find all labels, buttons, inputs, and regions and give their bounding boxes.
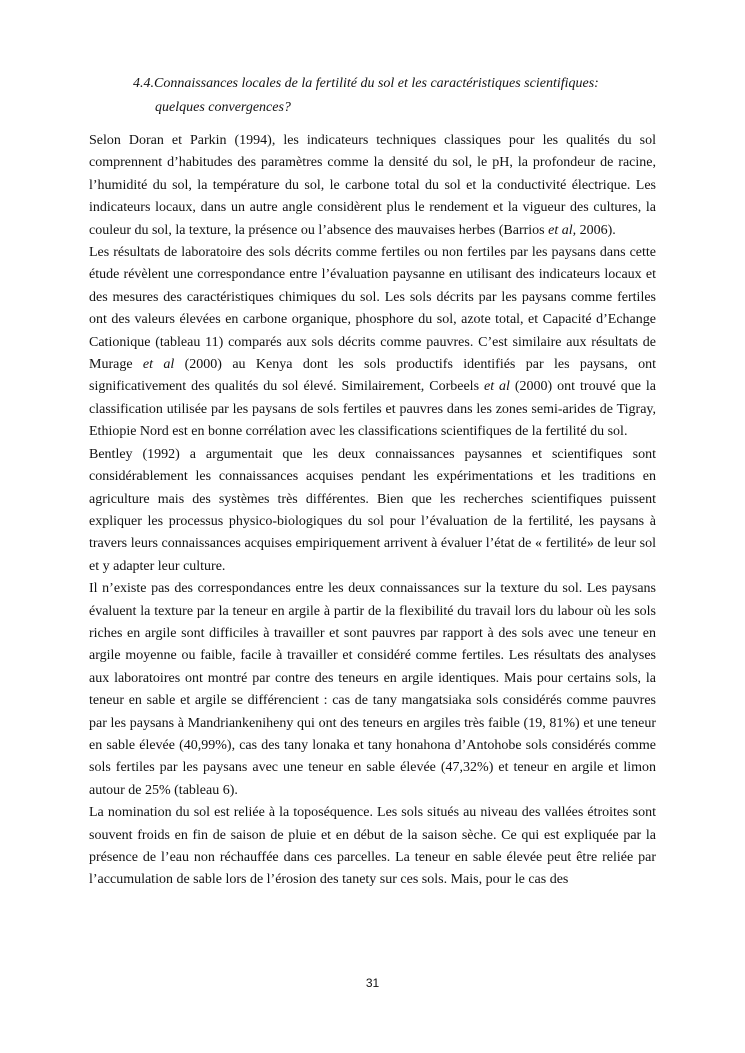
section-heading [133,72,673,120]
paragraph-1-text-b: 2006). [576,222,616,238]
body-text [89,130,656,892]
paragraph-2-text-c: (2000) ont trouvé que la classification utilisée par les paysans de sols fertiles et pauvres dans les zones semi-arides de Tigray, Ethiopie Nord est en bonne corrélation avec les classifications scientifiques de la fertilité du sol. [89,379,656,440]
paragraph-2-text-a: Les résultats de laboratoire des sols décrits comme fertiles ou non fertiles par les paysans dans cette étude révèlent une correspondance entre l’évaluation paysanne en utilisant des indicateurs locaux et des mesures des caractéristiques chimiques du sol. Les sols décrits par les paysans comme fertiles ont des valeurs élevées en carbone organique, phosphore du sol, azote total, et Capacité d’Echange Cationique (tableau 11) comparés aux sols décrits comme pauvres. C’est similaire aux résultats de Murage [89,245,656,373]
section-heading-line-1 [133,72,673,96]
section-number: 4.4. [133,76,154,91]
italic-et-al: et al [142,357,175,373]
paragraph-1-text-a: Selon Doran et Parkin (1994), les indicateurs techniques classiques pour les qualités du sol comprennent d’habitudes des paramètres comme la densité du sol, le pH, la profondeur de racine, l’humidité du sol, la température du sol, le carbone total du sol et la conductivité électrique. Les indicateurs locaux, dans un autre angle considèrent plus le rendement et la vigueur des cultures, la couleur du sol, la texture, la présence ou l’absence des mauvaises herbes (Barrios [89,133,656,238]
paragraph-3: Bentley (1992) a argumentait que les deux connaissances paysannes et scientifiques sont considérablement les connaissances acquises pendant les expérimentations et les traditions en agriculture mais des systèmes très différentes. Bien que les recherches scientifiques puissent expliquer les processus physico-biologiques du sol pour l’évaluation de la fertilité, les paysans à travers leurs connaissances acquises empiriquement arrivent à évaluer l’état de « fertilité» de leur sol et y adapter leur culture. [89,446,656,574]
section-title-line-2: quelques convergences? [155,100,291,115]
paragraph-5: La nomination du sol est reliée à la toposéquence. Les sols situés au niveau des vallées étroites sont souvent froids en fin de saison de pluie et en début de la saison sèche. Ce qui est expliquée par la présence de l’eau non réchauffée dans ces parcelles. La teneur en sable élevée peut être reliée par l’accumulation de sable lors de l’érosion des tanety sur ces sols. Mais, pour le cas des [89,805,656,888]
paragraph-2-text-b: (2000) au Kenya dont les sols productifs identifiés par les paysans, ont significativement des qualités du sol élevé. Similairement, Corbeels [89,357,656,395]
paragraph-4: Il n’existe pas des correspondances entre les deux connaissances sur la texture du sol. Les paysans évaluent la texture par la teneur en argile à partir de la flexibilité du travail lors du labour où les sols riches en argile sont difficiles à travailler et sont pauvres par rapport à des sols avec une teneur en argile moyenne ou faible, facile à travailler et considéré comme fertiles. Les résultats des analyses aux laboratoires ont montré par contre des teneurs en argile identiques. Mais pour certains sols, la teneur en sable et argile se différencient : cas de tany mangatsiaka sols considérés comme pauvres par les paysans à Mandriankeniheny qui ont des teneurs en argiles très faible (19, 81%) et une teneur en sable élevée (40,99%), cas des tany lonaka et tany honahona d’Antohobe sols considérés comme sols fertiles par les paysans avec une teneur en sable élevée (47,32%) et teneur en argile et limon autour de 25% (tableau 6). [89,581,656,798]
page-number: 31 [365,976,380,990]
paragraph-1 [89,130,656,242]
italic-et-al: et al, [548,222,577,238]
paragraph-2 [89,242,656,444]
section-title-line-1: Connaissances locales de la fertilité du sol et les caractéristiques scientifiques: [154,76,599,91]
italic-et-al: et al [483,379,510,395]
